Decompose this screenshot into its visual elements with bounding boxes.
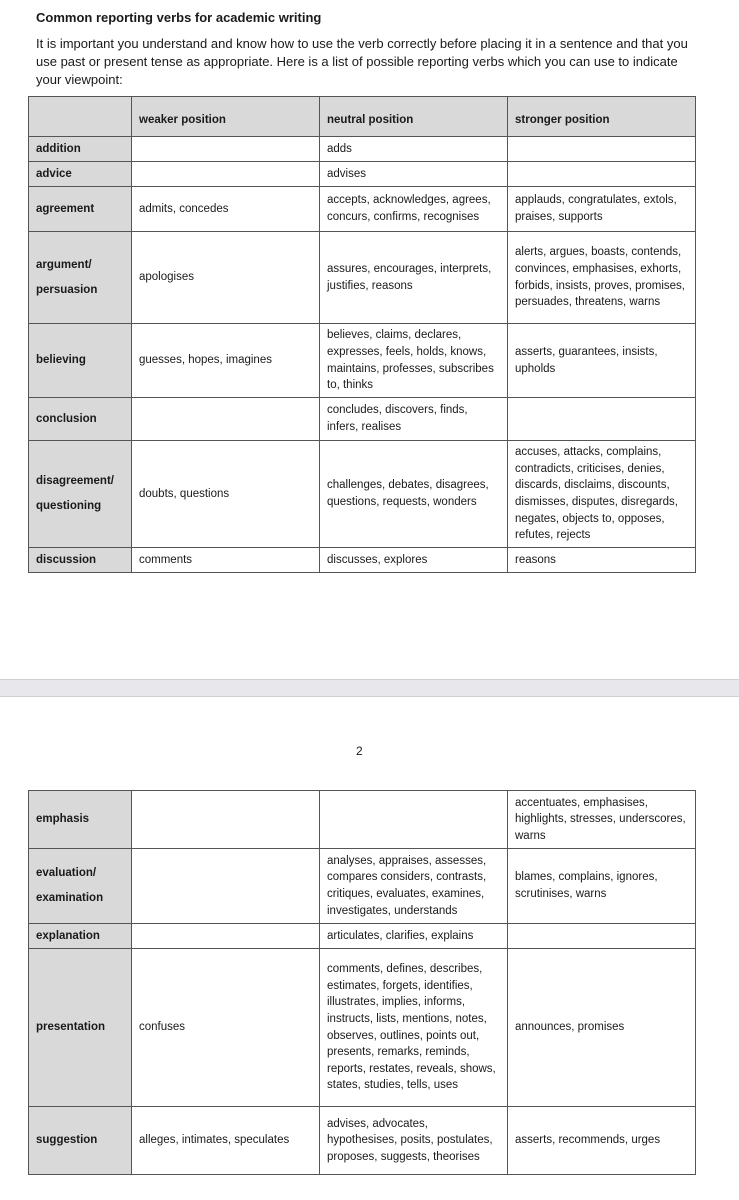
header-stronger: stronger position bbox=[508, 97, 696, 137]
row-weaker bbox=[132, 849, 320, 924]
row-weaker bbox=[132, 924, 320, 949]
table-row bbox=[29, 324, 696, 398]
table-row bbox=[29, 232, 696, 324]
row-neutral: assures, encourages, interprets, justifies, reasons bbox=[320, 232, 508, 324]
row-neutral: concludes, discovers, finds, infers, realises bbox=[320, 398, 508, 441]
header-weaker: weaker position bbox=[132, 97, 320, 137]
row-stronger: applauds, congratulates, extols, praises, supports bbox=[508, 187, 696, 232]
row-stronger: asserts, recommends, urges bbox=[508, 1107, 696, 1175]
row-stronger bbox=[508, 137, 696, 162]
category-line: questioning bbox=[36, 500, 102, 512]
reporting-verbs-table-continued bbox=[28, 790, 696, 1175]
row-stronger bbox=[508, 162, 696, 187]
row-category: presentation bbox=[29, 949, 132, 1107]
table-row bbox=[29, 924, 696, 949]
table-row bbox=[29, 791, 696, 849]
category-line: examination bbox=[36, 892, 104, 904]
row-neutral: adds bbox=[320, 137, 508, 162]
table-row bbox=[29, 1107, 696, 1175]
row-stronger: alerts, argues, boasts, contends, convinces, emphasises, exhorts, forbids, insists, proves, promises, persuades, threatens, warns bbox=[508, 232, 696, 324]
row-category: suggestion bbox=[29, 1107, 132, 1175]
row-neutral: believes, claims, declares, expresses, feels, holds, knows, maintains, professes, subscribes to, thinks bbox=[320, 324, 508, 398]
row-category: conclusion bbox=[29, 398, 132, 441]
row-neutral: articulates, clarifies, explains bbox=[320, 924, 508, 949]
row-weaker bbox=[132, 162, 320, 187]
table-row bbox=[29, 162, 696, 187]
table-row bbox=[29, 949, 696, 1107]
row-neutral: advises, advocates, hypothesises, posits, postulates, proposes, suggests, theorises bbox=[320, 1107, 508, 1175]
table-row bbox=[29, 187, 696, 232]
row-category: advice bbox=[29, 162, 132, 187]
row-category bbox=[29, 441, 132, 548]
row-neutral: comments, defines, describes, estimates, forgets, identifies, illustrates, implies, informs, instructs, lists, mentions, notes, observes, outlines, points out, presents, remarks, reminds, reports, restates, reveals, shows, states, studies, tells, uses bbox=[320, 949, 508, 1107]
row-weaker: alleges, intimates, speculates bbox=[132, 1107, 320, 1175]
row-weaker: doubts, questions bbox=[132, 441, 320, 548]
row-stronger bbox=[508, 398, 696, 441]
table-header-row bbox=[29, 97, 696, 137]
page-break-divider bbox=[0, 679, 739, 697]
row-stronger: accuses, attacks, complains, contradicts, criticises, denies, discards, disclaims, discounts, dismisses, disputes, disregards, negates, objects to, opposes, refutes, rejects bbox=[508, 441, 696, 548]
row-category: explanation bbox=[29, 924, 132, 949]
table-row bbox=[29, 441, 696, 548]
row-category bbox=[29, 232, 132, 324]
row-stronger: accentuates, emphasises, highlights, stresses, underscores, warns bbox=[508, 791, 696, 849]
row-category: believing bbox=[29, 324, 132, 398]
category-line: evaluation/ bbox=[36, 867, 97, 880]
row-weaker: comments bbox=[132, 548, 320, 573]
category-line: disagreement/ bbox=[36, 475, 114, 488]
row-weaker: apologises bbox=[132, 232, 320, 324]
page-number: 2 bbox=[356, 744, 363, 758]
row-category: discussion bbox=[29, 548, 132, 573]
row-neutral: discusses, explores bbox=[320, 548, 508, 573]
row-weaker bbox=[132, 398, 320, 441]
row-weaker: confuses bbox=[132, 949, 320, 1107]
category-line: persuasion bbox=[36, 283, 98, 296]
reporting-verbs-table bbox=[28, 96, 696, 573]
row-category: agreement bbox=[29, 187, 132, 232]
row-category: addition bbox=[29, 137, 132, 162]
row-neutral: analyses, appraises, assesses, compares considers, contrasts, critiques, evaluates, examines, investigates, understands bbox=[320, 849, 508, 924]
row-neutral: advises bbox=[320, 162, 508, 187]
row-weaker: guesses, hopes, imagines bbox=[132, 324, 320, 398]
table-row bbox=[29, 548, 696, 573]
row-stronger bbox=[508, 924, 696, 949]
table-row bbox=[29, 849, 696, 924]
header-neutral: neutral position bbox=[320, 97, 508, 137]
table-row bbox=[29, 398, 696, 441]
row-category: emphasis bbox=[29, 791, 132, 849]
row-weaker bbox=[132, 137, 320, 162]
table-row bbox=[29, 137, 696, 162]
row-neutral: challenges, debates, disagrees, questions, requests, wonders bbox=[320, 441, 508, 548]
row-weaker bbox=[132, 791, 320, 849]
row-stronger: announces, promises bbox=[508, 949, 696, 1107]
row-neutral bbox=[320, 791, 508, 849]
row-stronger: reasons bbox=[508, 548, 696, 573]
header-category bbox=[29, 97, 132, 137]
row-category bbox=[29, 849, 132, 924]
row-stronger: asserts, guarantees, insists, upholds bbox=[508, 324, 696, 398]
intro-paragraph: It is important you understand and know how to use the verb correctly before placing it in a sentence and that you use past or present tense as appropriate. Here is a list of possible reporting verbs which you can use to indicate your viewpoint: bbox=[36, 36, 688, 87]
row-weaker: admits, concedes bbox=[132, 187, 320, 232]
row-neutral: accepts, acknowledges, agrees, concurs, confirms, recognises bbox=[320, 187, 508, 232]
category-line: argument/ bbox=[36, 258, 92, 271]
document-title: Common reporting verbs for academic writing bbox=[36, 10, 322, 25]
row-stronger: blames, complains, ignores, scrutinises, warns bbox=[508, 849, 696, 924]
